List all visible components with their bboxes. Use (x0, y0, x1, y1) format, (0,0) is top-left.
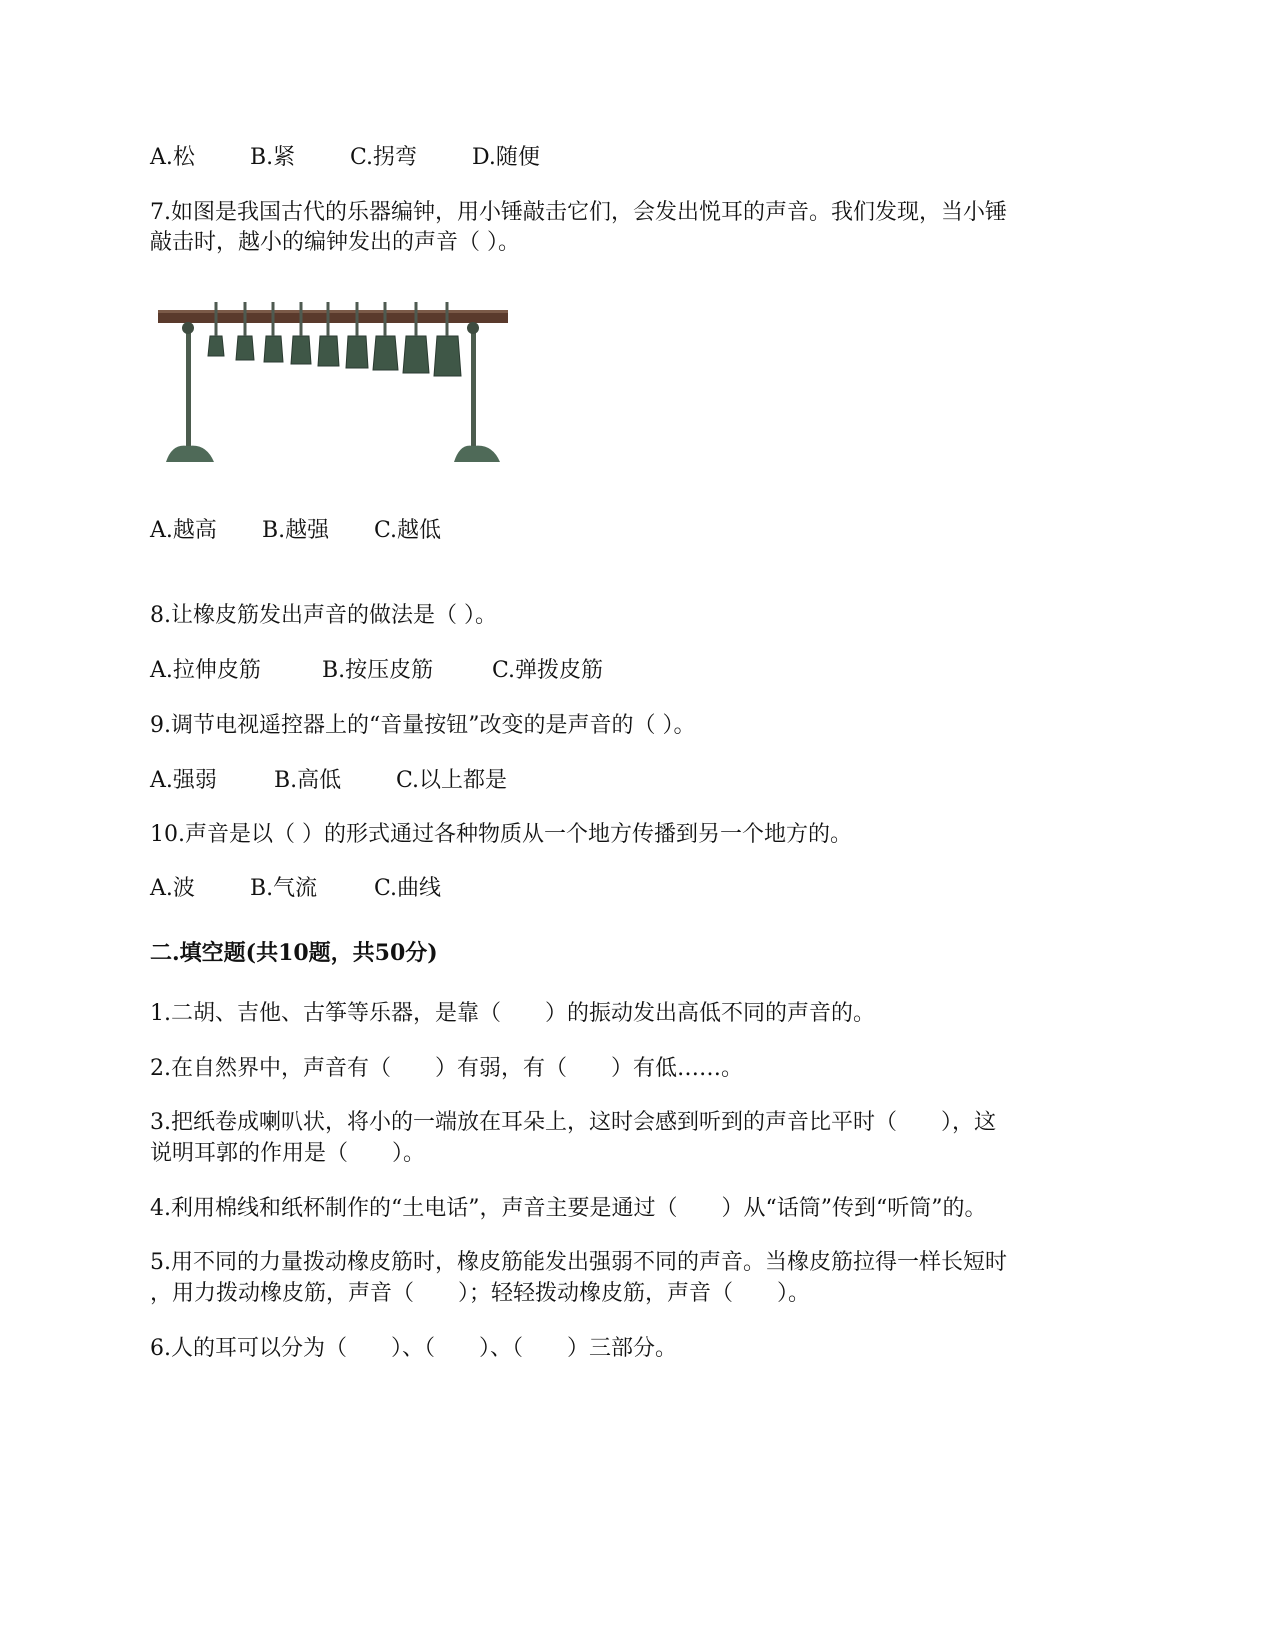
option: C.曲线 (374, 876, 442, 901)
option: C.以上都是 (396, 768, 508, 793)
fill-q2: 2.在自然界中，声音有（ ）有弱，有（ ）有低……。 (150, 1056, 743, 1081)
q10-options (150, 874, 441, 904)
section-heading: 二.填空题(共10题，共50分) (150, 940, 438, 966)
option: A.强弱 (150, 768, 217, 793)
fill-q5-line2: ，用力拨动橡皮筋，声音（ ）；轻轻拨动橡皮筋，声音（ ）。 (150, 1281, 811, 1306)
option: A.越高 (150, 518, 217, 543)
option: B.紧 (250, 145, 296, 170)
fill-q3-line2: 说明耳郭的作用是（ ）。 (150, 1141, 426, 1166)
fill-q4: 4.利用棉线和纸杯制作的“土电话”，声音主要是通过（ ）从“话筒”传到“听筒”的。 (150, 1196, 987, 1221)
q7-text-line2: 敲击时，越小的编钟发出的声音（ ）。 (150, 230, 520, 255)
q9-text: 9.调节电视遥控器上的“音量按钮”改变的是声音的（ ）。 (150, 713, 696, 738)
option: B.气流 (250, 876, 318, 901)
q8-options (150, 656, 603, 686)
q10-text: 10.声音是以（ ）的形式通过各种物质从一个地方传播到另一个地方的。 (150, 822, 852, 847)
option: A.拉伸皮筋 (150, 658, 261, 683)
option: D.随便 (472, 145, 540, 170)
option: C.拐弯 (350, 145, 418, 170)
q7-options (150, 516, 441, 546)
fill-q6: 6.人的耳可以分为（ ）、（ ）、（ ）三部分。 (150, 1336, 677, 1361)
fill-q5-line1: 5.用不同的力量拨动橡皮筋时，橡皮筋能发出强弱不同的声音。当橡皮筋拉得一样长短时 (150, 1250, 1007, 1275)
fill-q3-line1: 3.把纸卷成喇叭状，将小的一端放在耳朵上，这时会感到听到的声音比平时（ ），这 (150, 1110, 996, 1135)
option: C.弹拨皮筋 (492, 658, 604, 683)
option: A.波 (150, 876, 195, 901)
q9-options (150, 766, 507, 796)
q7-text-line1: 7.如图是我国古代的乐器编钟，用小锤敲击它们，会发出悦耳的声音。我们发现，当小锤 (150, 200, 1007, 225)
option: B.按压皮筋 (322, 658, 434, 683)
q8-text: 8.让橡皮筋发出声音的做法是（ ）。 (150, 603, 497, 628)
option: B.越强 (262, 518, 330, 543)
option: A.松 (150, 145, 195, 170)
option: B.高低 (274, 768, 342, 793)
option: C.越低 (374, 518, 442, 543)
bianzhong-bells-image (158, 300, 528, 490)
q6-options (150, 143, 540, 173)
fill-q1: 1.二胡、吉他、古筝等乐器，是靠（ ）的振动发出高低不同的声音的。 (150, 1001, 875, 1026)
